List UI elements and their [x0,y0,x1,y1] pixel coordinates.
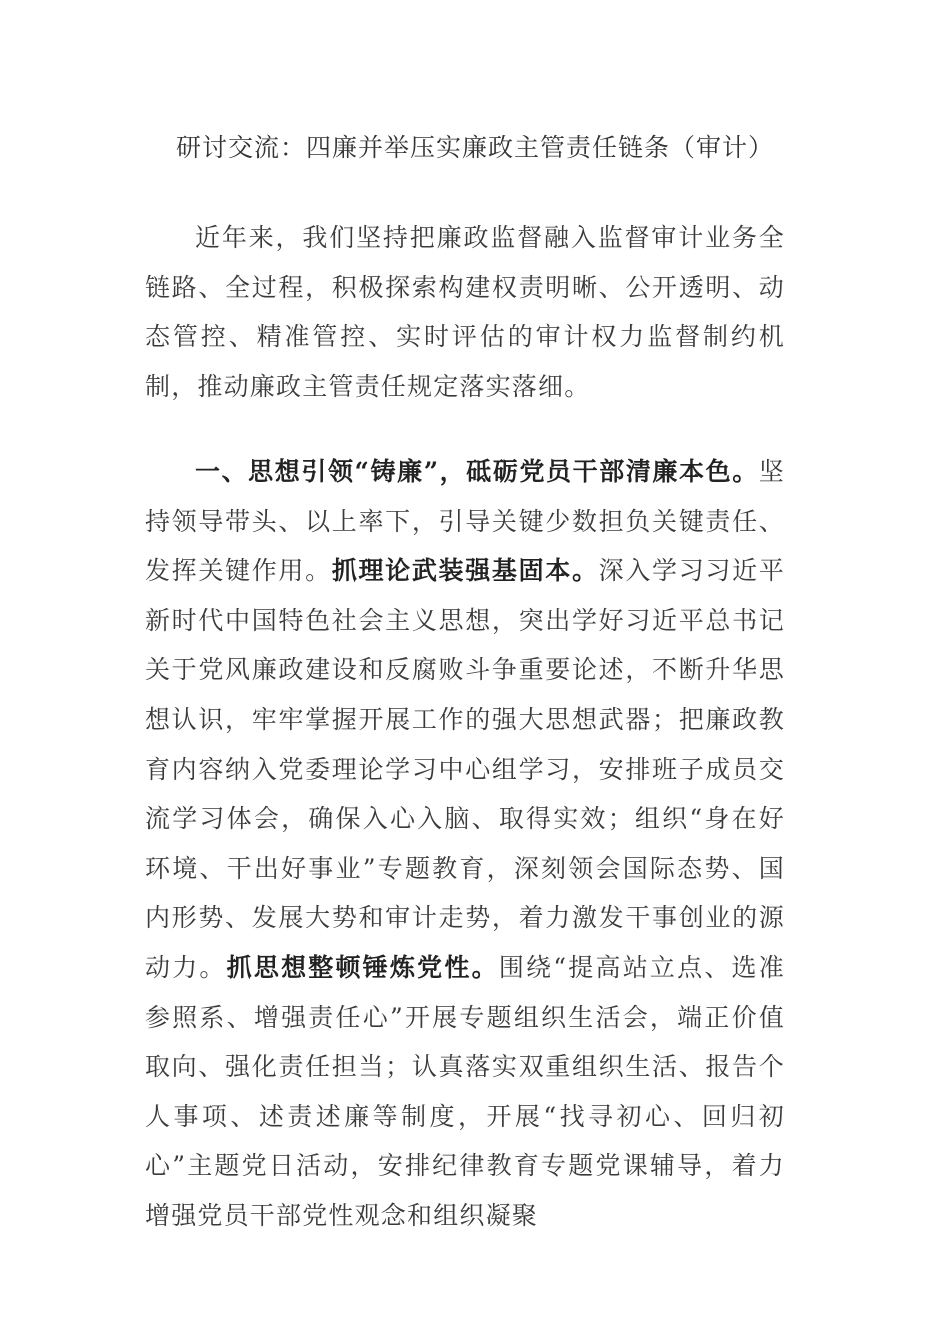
intro-paragraph: 近年来，我们坚持把廉政监督融入监督审计业务全链路、全过程，积极探索构建权责明晰、公开透明、动态管控、精准管控、实时评估的审计权力监督制约机制，推动廉政主管责任规定落实落细。 [145,223,785,401]
section-1-heading: 一、思想引领“铸廉”，砥砺党员干部清廉本色。 [195,457,759,486]
subsection-1-heading: 抓理论武装强基固本。 [331,556,599,586]
section-1-text: 坚持领导带头、以上率下，引导关键少数担负关键责任、发挥关键作用。 [145,457,785,586]
document-title: 研讨交流：四廉并举压实廉政主管责任链条（审计） [175,133,774,162]
subsection-1-text: 深入学习习近平新时代中国特色社会主义思想，突出学好习近平总书记关于党风廉政建设和反腐败斗争重要论述，不断升华思想认识，牢牢掌握开展工作的强大思想武器；把廉政教育内容纳入党委理论学习中心组学习，安排班子成员交流学习体会，确保入心入脑、取得实效；组织“身在好环境、干出好事业”专题教育，深刻领会国际态势、国内形势、发展大势和审计走势，着力激发干事创业的源动力。 [145,556,785,982]
subsection-2-text: 围绕“提高站立点、选准参照系、增强责任心”开展专题组织生活会，端正价值取向、强化责任担当；认真落实双重组织生活、报告个人事项、述责述廉等制度，开展“找寻初心、回归初心”主题党日活动，安排纪律教育专题党课辅导，着力增强党员干部党性观念和组织凝聚 [145,952,785,1230]
section-1-paragraph [145,447,785,1241]
subsection-2-heading: 抓思想整顿锤炼党性。 [226,952,499,982]
